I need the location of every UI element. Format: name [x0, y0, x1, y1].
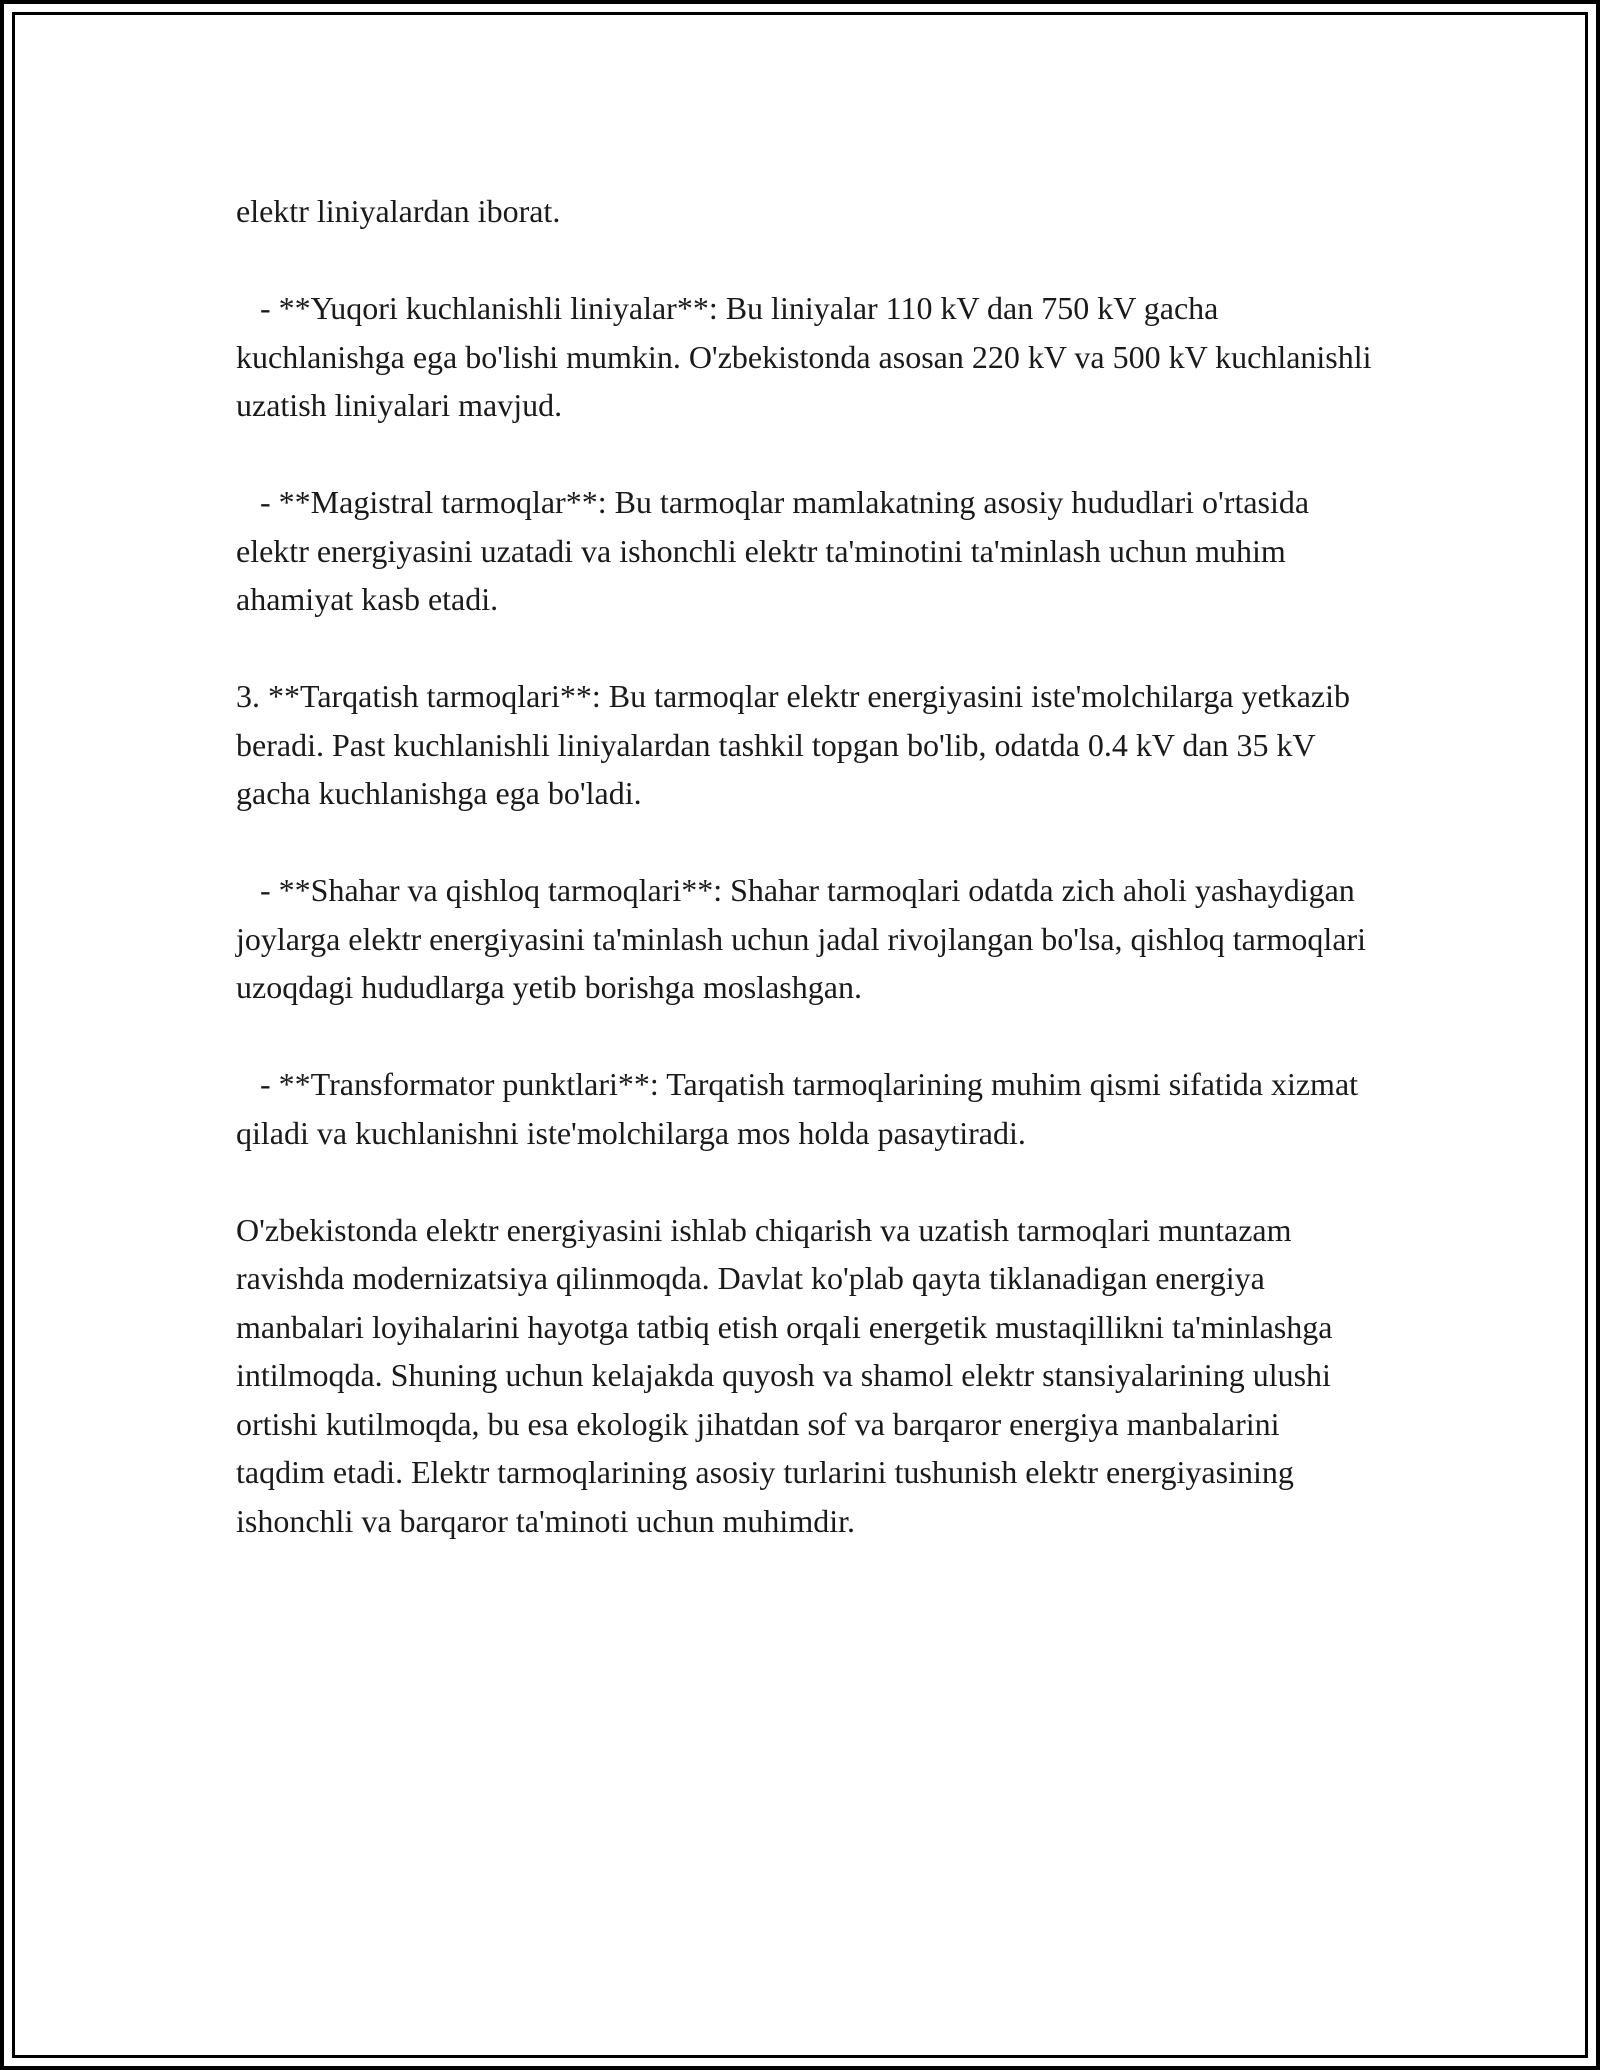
paragraph-intro-fragment: elektr liniyalardan iborat. — [236, 193, 561, 229]
paragraph-transformer-points: - **Transformator punktlari**: Tarqatish tarmoqlarining muhim qismi sifatida xizmat qiladi va kuchlanishni iste'molchilarga mos holda pasaytiradi. — [236, 1066, 1367, 1151]
document-body — [236, 187, 1380, 1545]
paragraph-trunk-networks: - **Magistral tarmoqlar**: Bu tarmoqlar mamlakatning asosiy hududlari o'rtasida elektr energiyasini uzatadi va ishonchli elektr ta'minotini ta'minlash uchun muhim ahamiyat kasb etadi. — [236, 484, 1318, 617]
paragraph-conclusion: O'zbekistonda elektr energiyasini ishlab chiqarish va uzatish tarmoqlari muntazam ravishda modernizatsiya qilinmoqda. Davlat ko'plab qayta tiklanadigan energiya manbalari loyihalarini hayotga tatbiq etish orqali energetik mustaqillikni ta'minlashga intilmoqda. Shuning uchun kelajakda quyosh va shamol elektr stansiyalarining ulushi ortishi kutilmoqda, bu esa ekologik jihatdan sof va barqaror energiya manbalarini taqdim etadi. Elektr tarmoqlarining asosiy turlarini tushunish elektr energiyasining ishonchli va barqaror ta'minoti uchun muhimdir. — [236, 1211, 1341, 1539]
paragraph-urban-rural-networks: - **Shahar va qishloq tarmoqlari**: Shahar tarmoqlari odatda zich aholi yashaydigan joylarga elektr energiyasini ta'minlash uchun jadal rivojlangan bo'lsa, qishloq tarmoqlari uzoqdagi hududlarga yetib borishga moslashgan. — [236, 872, 1375, 1005]
paragraph-distribution-networks: 3. **Tarqatish tarmoqlari**: Bu tarmoqlar elektr energiyasini iste'molchilarga yetkazib beradi. Past kuchlanishli liniyalardan tashkil topgan bo'lib, odatda 0.4 kV dan 35 kV gacha kuchlanishga ega bo'ladi. — [236, 678, 1359, 811]
paragraph-high-voltage-lines: - **Yuqori kuchlanishli liniyalar**: Bu liniyalar 110 kV dan 750 kV gacha kuchlanishga ega bo'lishi mumkin. O'zbekistonda asosan 220 kV va 500 kV kuchlanishli uzatish liniyalari mavjud. — [236, 290, 1380, 423]
